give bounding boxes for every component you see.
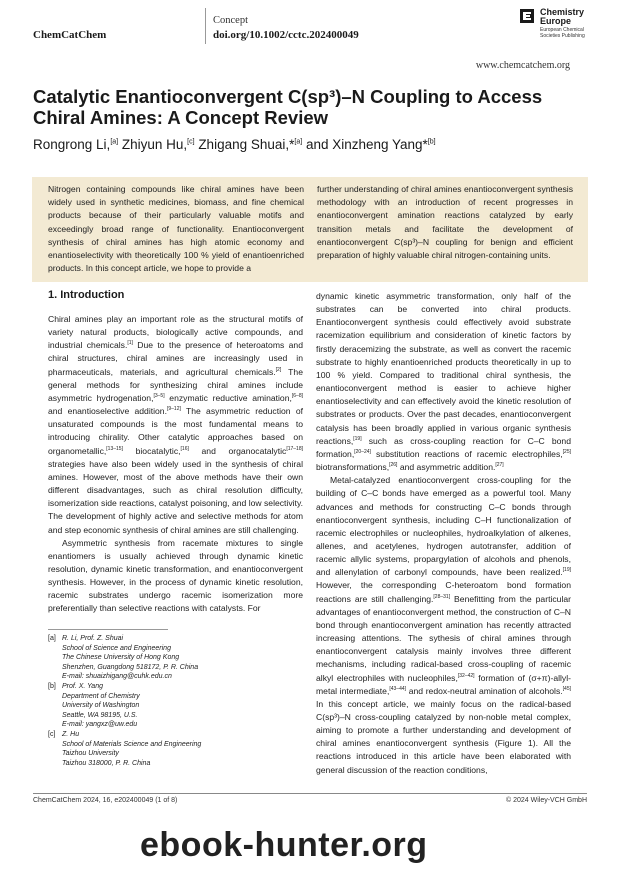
title-line-2: Chiral Amines: A Concept Review bbox=[33, 107, 329, 128]
author[interactable]: Zhiyun Hu,[c] bbox=[121, 137, 195, 152]
doi-link[interactable]: doi.org/10.1002/cctc.202400049 bbox=[213, 29, 359, 41]
abstract-right: further understanding of chiral amines enantioconvergent synthesis methodology with an introduction of recent progresses in enantioconvergent amination reactions catalyzed by early transition metals and facilitate the development of enantioconvergent C(sp³)–N coupling for benign and efficient preparation of highly valuable chiral nitrogen-containing units. bbox=[317, 184, 573, 261]
abstract-box bbox=[32, 177, 588, 282]
journal-url[interactable]: www.chemcatchem.org bbox=[475, 60, 570, 71]
article-title bbox=[33, 86, 583, 128]
citation-ref[interactable]: [19] bbox=[562, 567, 571, 574]
citation-ref[interactable]: [3–5] bbox=[153, 393, 165, 400]
body-column-right bbox=[316, 290, 571, 777]
author[interactable]: Zhigang Shuai,*[a] bbox=[198, 137, 303, 152]
footer-divider bbox=[33, 793, 587, 794]
chemistry-europe-logo-icon bbox=[520, 9, 534, 23]
publisher-subtitle bbox=[540, 27, 585, 39]
citation-ref[interactable]: [17–18] bbox=[286, 445, 303, 452]
watermark: ebook-hunter.org bbox=[140, 826, 428, 864]
citation-ref[interactable]: [16] bbox=[180, 445, 189, 452]
publisher-name bbox=[540, 8, 584, 26]
citation-ref[interactable]: [27] bbox=[495, 462, 504, 469]
affiliation: [c] Z. Hu School of Materials Science and Engineering Taizhou University Taizhou 318000, P. R. China bbox=[48, 730, 202, 767]
citation-ref[interactable]: [2] bbox=[275, 366, 282, 373]
affiliation-divider bbox=[48, 629, 168, 630]
footer-citation: ChemCatChem 2024, 16, e202400049 (1 of 8) bbox=[33, 797, 178, 804]
header-divider bbox=[205, 8, 206, 44]
citation-ref[interactable]: [45] bbox=[562, 685, 571, 692]
citation-ref[interactable]: [26] bbox=[389, 462, 398, 469]
author-list bbox=[33, 137, 436, 152]
citation-ref[interactable]: [28–31] bbox=[433, 593, 451, 600]
abstract-left: Nitrogen containing compounds like chiral amines have been widely used in synthetic medicines, biomass, and fine chemical products because of their particularly valuable motifs and exceedingly broad range of functionality. Enantioconvergent synthesis of chiral amines has high atomic economy and enantioselectivity with theoretically 100 % yield of enantioenriched products. In this concept article, we hope to provide a bbox=[48, 184, 304, 274]
citation-ref[interactable]: [32–42] bbox=[457, 672, 475, 679]
affiliation: [a] R. Li, Prof. Z. Shuai School of Science and Engineering The Chinese University of Hong Kong Shenzhen, Guangdong 518172, P. R. China E-mail: shuaizhigang@cuhk.edu.cn bbox=[48, 634, 201, 682]
body-paragraph: Chiral amines play an important role as the structural motifs of variety natural products, biologically active compounds, and industrial chemicals.[1] Due to the presence of heteroatoms and chiral structures, chiral amines are increasingly used in pharmaceuticals, materials, and agricultural chemicals.[2] The general methods for synthesizing chiral amines include asymmetric hydrogenation,[3–5] enzymatic reductive amination,[6–8] and enantioselective addition.[9–12] The asymmetric reduction of unsaturated compounds is the most fundamental means to introducing chirality. Other catalytic approaches based on organometallic,[13–15] biocatalytic,[16] and organocatalytic[17–18] strategies have also been widely used in the synthesis of chiral amines. However, most of the above methods have their own different disadvantages, such as chiral resolution difficulty, isomerization side reactions, catalyst poisoning, and low selectivity. The development of highly active and selective methods for atom and step economic synthesis of chiral amines are still challenging. bbox=[48, 314, 304, 535]
email-link[interactable]: E-mail: shuaizhigang@cuhk.edu.cn bbox=[62, 673, 172, 681]
footer-copyright: © 2024 Wiley-VCH GmbH bbox=[505, 797, 587, 804]
citation-ref[interactable]: [43–44] bbox=[389, 685, 407, 692]
citation-ref[interactable]: [6–8] bbox=[291, 393, 304, 400]
citation-ref[interactable]: [9–12] bbox=[166, 406, 181, 413]
citation-ref[interactable]: [13–15] bbox=[106, 445, 123, 452]
citation-ref[interactable]: [1] bbox=[127, 340, 133, 347]
affiliations bbox=[48, 634, 201, 768]
publisher-sub-2: Societies Publishing bbox=[540, 33, 585, 39]
journal-name: ChemCatChem bbox=[33, 29, 107, 41]
affiliation: [b] Prof. X. Yang Department of Chemistry University of Washington Seattle, WA 98195, U.S. E-mail: yangxz@uw.edu bbox=[48, 682, 201, 730]
publisher-sub-1: European Chemical bbox=[540, 27, 584, 33]
email-link[interactable]: E-mail: yangxz@uw.edu bbox=[62, 721, 138, 729]
article-type: Concept bbox=[213, 15, 248, 26]
citation-ref[interactable]: [25] bbox=[562, 449, 571, 456]
publisher-line-2: Europe bbox=[540, 16, 572, 26]
citation-ref[interactable]: [20–24] bbox=[354, 449, 371, 456]
body-paragraph: Asymmetric synthesis from racemate mixtures to single enantiomers is usually achieved through dynamic kinetic resolution, dynamic kinetic transformation, and enantioconvergent synthesis. However, in the process of dynamic kinetic resolution, racemic substrates undergo racemic isomerization more preferentially than selective reactions with catalysts. For bbox=[48, 537, 303, 614]
body-paragraph: dynamic kinetic asymmetric transformation, only half of the substrates can be converted into chiral products. Enantioconvergent synthesis could effectively avoid substrate racemization equilibrium and consideration of kinetic factors by firstly deracemizing the substrate, as well as convert the racemic substrate to highly enantioenriched products theoretically in up to 100 % yield. Compared to traditional chiral synthesis, the enantioconvergent method is easier to achieve higher enantioselectivity and can effectively avoid the kinetic resolution of substrates or products. Over the past decades, enantioconvergent catalysis has been broadly applied in various organic synthesis reactions,[19] such as cross-coupling reaction for C–C bond formation,[20–24] substitution reactions of racemic electrophiles,[25] biotransformations,[26] and asymmetric addition.[27] bbox=[316, 291, 571, 473]
author[interactable]: and Xinzheng Yang*[b] bbox=[305, 137, 436, 152]
section-heading: 1. Introduction bbox=[48, 289, 125, 301]
body-paragraph: Metal-catalyzed enantioconvergent cross-coupling for the building of C–C bonds have emerged as a powerful tool. Many advances and methods for constructing C–C bonds through enantioconvergent synthesis, including C–H functionalization of racemic electrophiles or nucleophiles, hydroalkylation of alkenes, allenes, and acetylenes, hydrogen autotransfer, addition of racemic allylic systems, propargylation of alcohols and phenols, and allenylation of carbonyl compounds, have been realized.[19] However, the corresponding C-heteroatom bond formation reactions are still challenging.[28–31] Benefitting from the particular advantages of enantioconvergent method, the construction of C–N bond through enantioconvergent amination has recently attracted increasing attentions. The sythesis of chiral amines through enantioconvergent catalysis mainly involves three different mechanisms, including radical-based cross-coupling of racemic alkyl electrophiles with nucleophiles,[32–42] formation of (σ+π)-allyl-metal intermediate,[43–44] and redox-neutral amination of alcohols.[45] In this concept article, we mainly focus on the radical-based C(sp³)–N cross-coupling catalyzed by non-noble metal complex, aiming to promote a further understanding and development of chiral amines enantioconvergent synthesis (Figure 1). All the reactions introduced in this article have been elaborated with general discussion of the reaction conditions, bbox=[316, 475, 571, 775]
body-column-left bbox=[48, 313, 303, 616]
author[interactable]: Rongrong Li,[a] bbox=[33, 137, 119, 152]
title-line-1: Catalytic Enantioconvergent C(sp³)–N Coupling to Access bbox=[33, 86, 543, 107]
citation-ref[interactable]: [19] bbox=[353, 435, 362, 442]
publisher-line-1: Chemistry bbox=[540, 7, 585, 17]
